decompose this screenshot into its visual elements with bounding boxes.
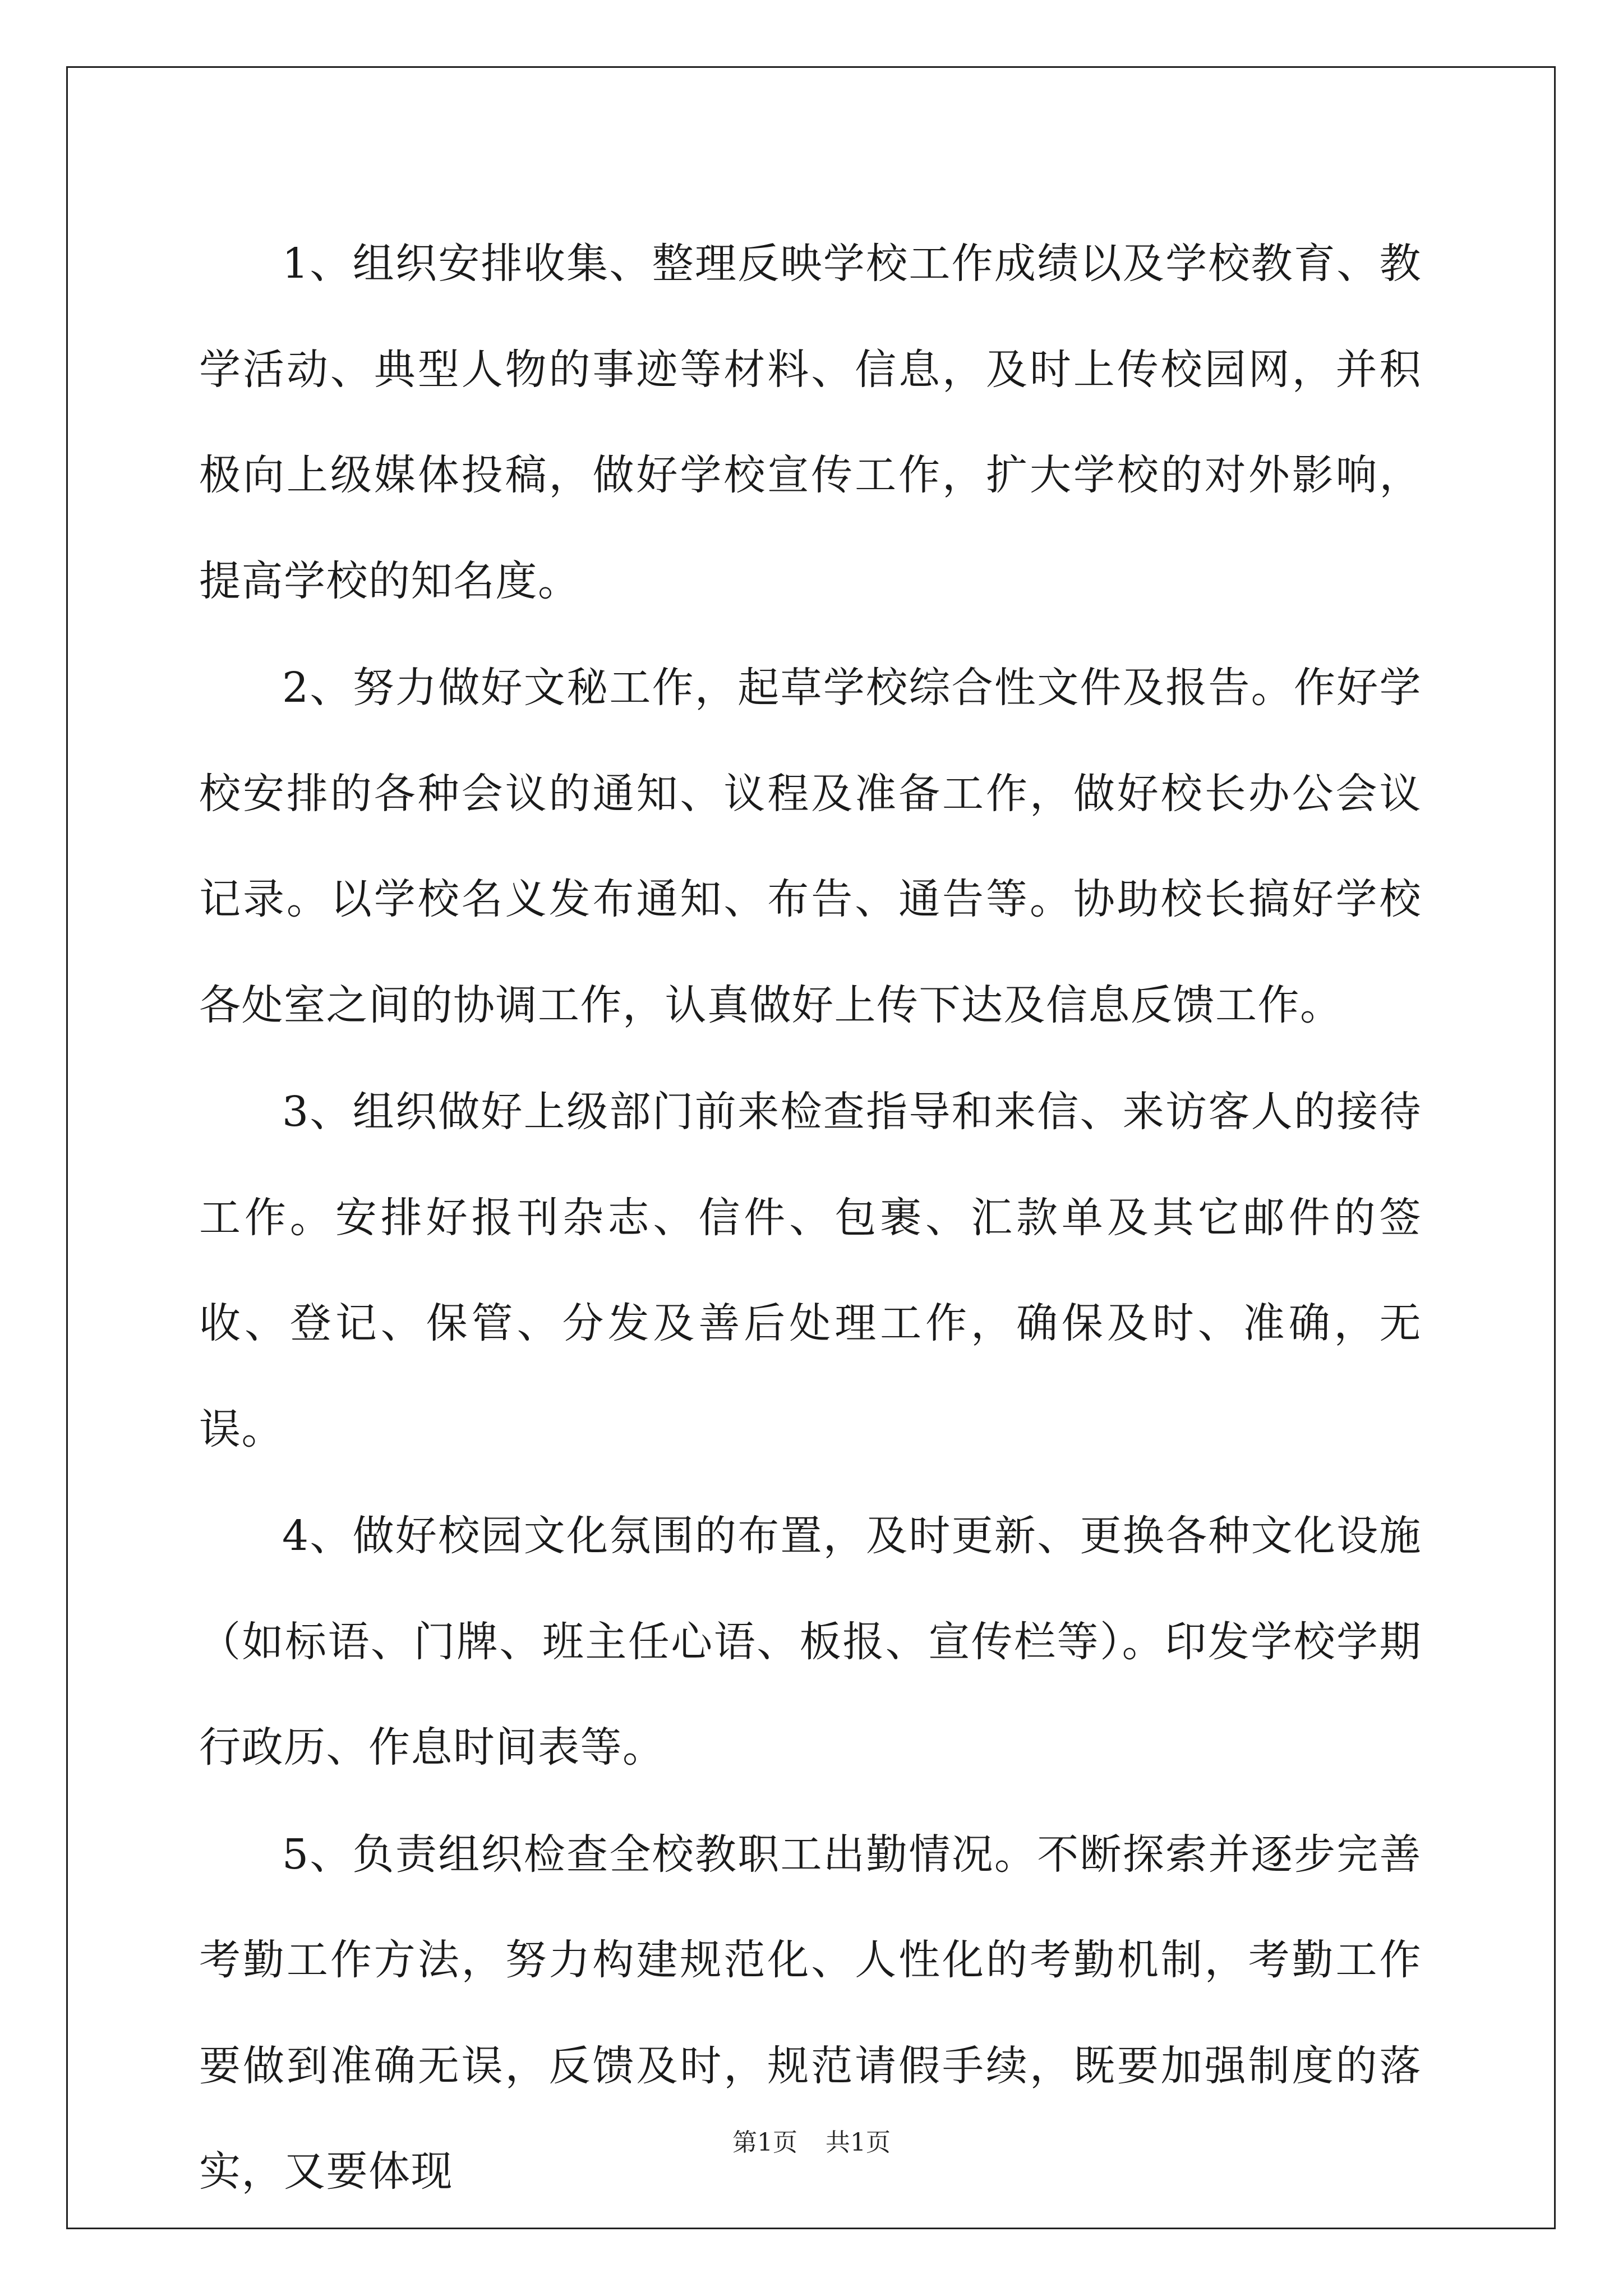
paragraph-1: 1、组织安排收集、整理反映学校工作成绩以及学校教育、教学活动、典型人物的事迹等材料、信息，及时上传校园网，并积极向上级媒体投稿，做好学校宣传工作，扩大学校的对外影响，提高学校的知名度。 xyxy=(199,240,1422,605)
paragraph-3: 3、组织做好上级部门前来检查指导和来信、来访客人的接待工作。安排好报刊杂志、信件、包裹、汇款单及其它邮件的签收、登记、保管、分发及善后处理工作，确保及时、准确，无误。 xyxy=(199,1088,1422,1453)
document-body xyxy=(199,211,1422,2226)
paragraph-5: 5、负责组织检查全校教职工出勤情况。不断探索并逐步完善考勤工作方法，努力构建规范化、人性化的考勤机制，考勤工作要做到准确无误，反馈及时，规范请假手续，既要加强制度的落实，又要体现 xyxy=(199,1830,1422,2196)
page-footer xyxy=(0,2126,1623,2160)
paragraph-2: 2、努力做好文秘工作，起草学校综合性文件及报告。作好学校安排的各种会议的通知、议程及准备工作，做好校长办公会议记录。以学校名义发布通知、布告、通告等。协助校长搞好学校各处室之间的协调工作，认真做好上传下达及信息反馈工作。 xyxy=(199,664,1422,1029)
paragraph-4: 4、做好校园文化氛围的布置，及时更新、更换各种文化设施（如标语、门牌、班主任心语、板报、宣传栏等）。印发学校学期行政历、作息时间表等。 xyxy=(199,1512,1422,1772)
page-number: 第1页 xyxy=(732,2128,797,2157)
page-total: 共1页 xyxy=(826,2128,891,2157)
